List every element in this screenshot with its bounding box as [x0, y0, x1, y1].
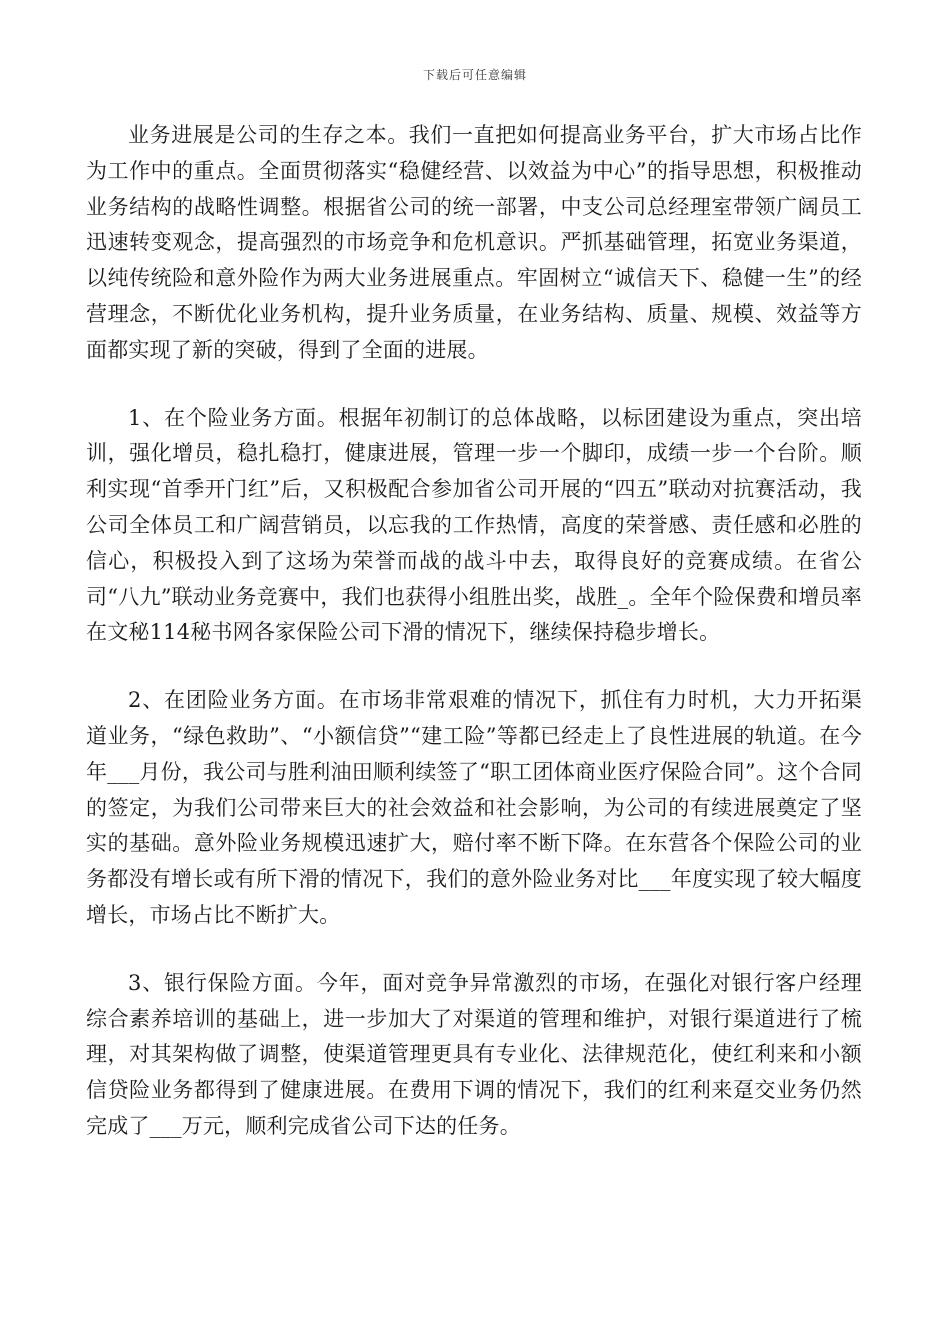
- page-header: 下载后可任意编辑: [422, 68, 527, 82]
- paragraph-individual-insurance: 1、在个险业务方面。根据年初制订的总体战略，以标团建设为重点，突出培训，强化增员，稳扎稳打，健康进展，管理一步一个脚印，成绩一步一个台阶。顺利实现“首季开门红”后，又积极配合参加省公司开展的“四五”联动对抗赛活动，我公司全体员工和广阔营销员，以忘我的工作热情，高度的荣誉感、责任感和必胜的信心，积极投入到了这场为荣誉而战的战斗中去，取得良好的竞赛成绩。在省公司“八九”联动业务竞赛中，我们也获得小组胜出奖，战胜_。全年个险保费和增员率在文秘114秘书网各家保险公司下滑的情况下，继续保持稳步增长。: [86, 405, 862, 645]
- document-body: [86, 118, 862, 1145]
- paragraph-group-insurance: 2、在团险业务方面。在市场非常艰难的情况下，抓住有力时机，大力开拓渠道业务，“绿色救助”、“小额信贷”“建工险”等都已经走上了良性进展的轨道。在今年___月份，我公司与胜利油田顺利续签了“职工团体商业医疗保险合同”。这个合同的签定，为我们公司带来巨大的社会效益和社会影响，为公司的有续进展奠定了坚实的基础。意外险业务规模迅速扩大，赔付率不断下降。在东营各个保险公司的业务都没有增长或有所下滑的情况下，我们的意外险业务对比___年度实现了较大幅度增长，市场占比不断扩大。: [86, 688, 862, 927]
- paragraph-bank-insurance: 3、银行保险方面。今年，面对竞争异常激烈的市场，在强化对银行客户经理综合素养培训的基础上，进一步加大了对渠道的管理和维护，对银行渠道进行了梳理，对其架构做了调整，使渠道管理更具有专业化、法律规范化，使红利来和小额信贷险业务都得到了健康进展。在费用下调的情况下，我们的红利来趸交业务仍然完成了___万元，顺利完成省公司下达的任务。: [86, 970, 862, 1138]
- paragraph-intro: 业务进展是公司的生存之本。我们一直把如何提高业务平台，扩大市场占比作为工作中的重点。全面贯彻落实“稳健经营、以效益为中心”的指导思想，积极推动业务结构的战略性调整。根据省公司的统一部署，中支公司总经理室带领广阔员工迅速转变观念，提高强烈的市场竞争和危机意识。严抓基础管理，拓宽业务渠道，以纯传统险和意外险作为两大业务进展重点。牢固树立“诚信天下、稳健一生”的经营理念，不断优化业务机构，提升业务质量，在业务结构、质量、规模、效益等方面都实现了新的突破，得到了全面的进展。: [86, 123, 862, 362]
